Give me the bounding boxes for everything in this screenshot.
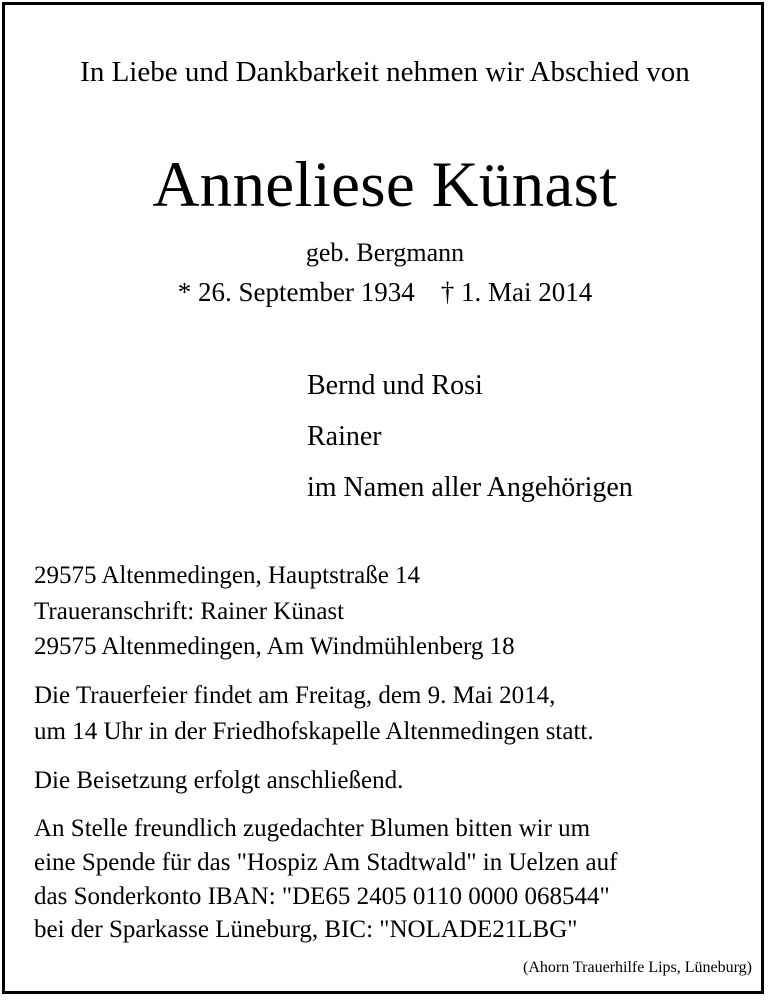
- mourner-line: Rainer: [307, 421, 382, 452]
- donation-line: An Stelle freundlich zugedachter Blumen bitten wir um: [34, 815, 591, 842]
- mourning-address-label: Traueranschrift: Rainer Künast: [34, 598, 345, 625]
- mourning-address: 29575 Altenmedingen, Am Windmühlenberg 18: [34, 633, 515, 660]
- mourner-line: Bernd und Rosi: [307, 370, 483, 401]
- funeral-home-credit: (Ahorn Trauerhilfe Lips, Lüneburg): [523, 959, 752, 976]
- mourner-line: im Namen aller Angehörigen: [307, 472, 633, 503]
- birth-date: * 26. September 1934: [177, 277, 415, 307]
- donation-line: das Sonderkonto IBAN: "DE65 2405 0110 0000 068544": [34, 883, 610, 910]
- death-date: † 1. Mai 2014: [440, 277, 593, 307]
- service-info-line: Die Trauerfeier findet am Freitag, dem 9. Mai 2014,: [34, 682, 556, 709]
- life-dates: [0, 279, 770, 306]
- maiden-name: geb. Bergmann: [305, 238, 465, 267]
- service-info-line: um 14 Uhr in der Friedhofskapelle Altenmedingen statt.: [34, 718, 594, 745]
- home-address: 29575 Altenmedingen, Hauptstraße 14: [34, 562, 421, 589]
- burial-info: Die Beisetzung erfolgt anschließend.: [34, 767, 404, 794]
- deceased-name: Anneliese Künast: [152, 149, 618, 221]
- donation-line: bei der Sparkasse Lüneburg, BIC: "NOLADE21LBG": [34, 916, 578, 943]
- donation-line: eine Spende für das "Hospiz Am Stadtwald" in Uelzen auf: [34, 849, 618, 876]
- intro-text: In Liebe und Dankbarkeit nehmen wir Abschied von: [80, 56, 690, 88]
